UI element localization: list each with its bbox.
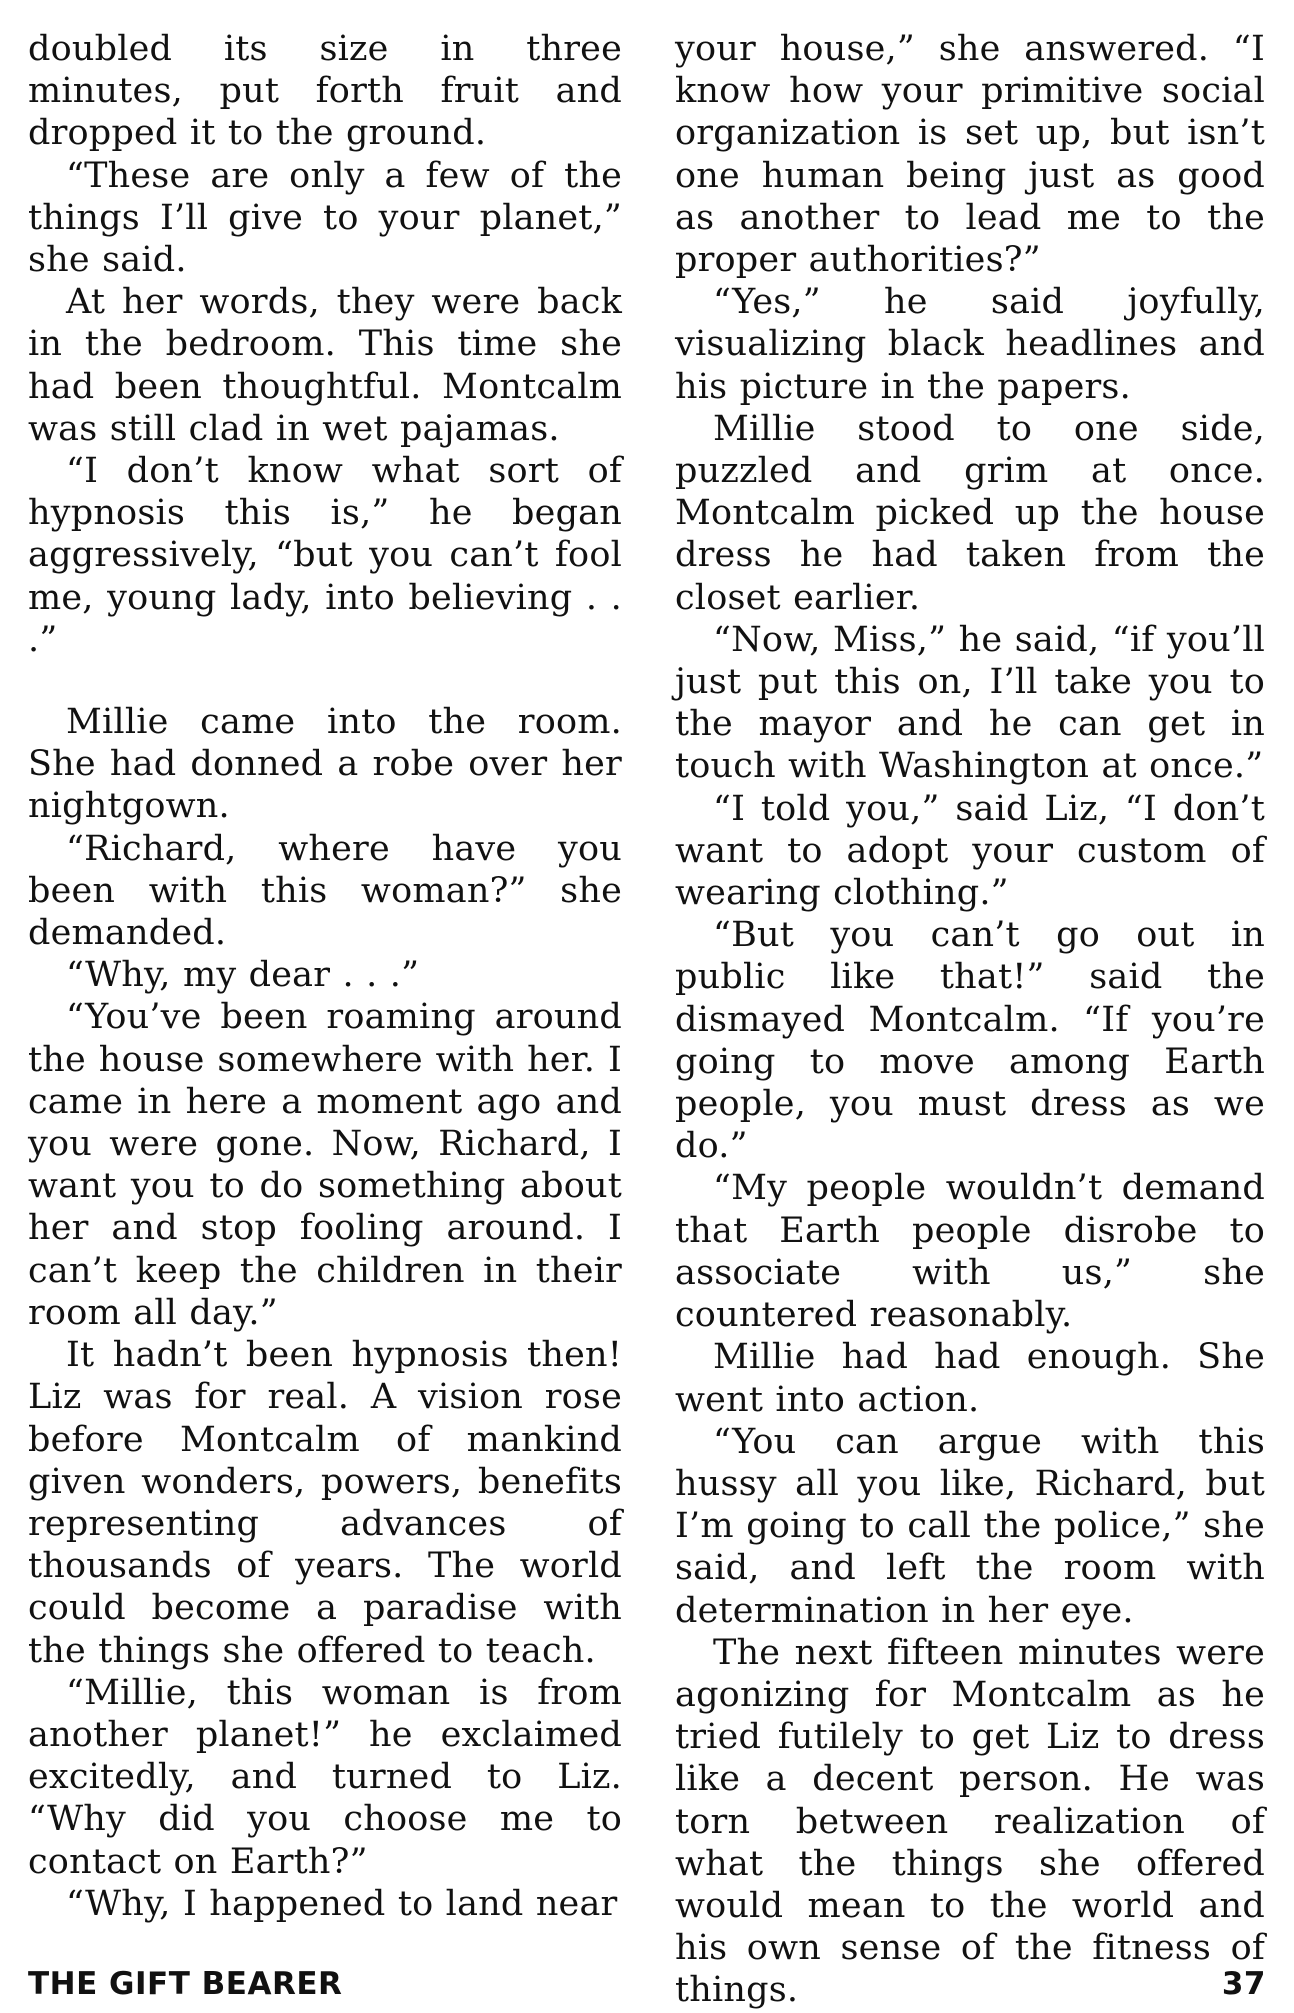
paragraph: “My people wouldn’t demand that Earth people disrobe to associate with us,” she countered reasonably. [675,1168,1265,1336]
paragraph: Millie came into the room. She had donned a robe over her nightgown. [28,702,622,827]
page-footer [28,1966,1266,2006]
paragraph: Millie stood to one side, puzzled and grim at once. Montcalm picked up the house dress he had taken from the closet earlier. [675,408,1265,618]
right-column [675,28,1265,2012]
paragraph: The next fifteen minutes were agonizing for Montcalm as he tried futilely to get Liz to dress like a decent person. He was torn between realization of what the things she offered would mean to the world and his own sense of the fitness of things. [675,1632,1265,2011]
paragraph: “Why, I happened to land near [66,1883,618,1924]
paragraph: “Now, Miss,” he said, “if you’ll just put this on, I’ll take you to the mayor and he can get in touch with Washington at once.” [675,619,1265,787]
paragraph: “Yes,” he said joyfully, visualizing black headlines and his picture in the papers. [675,282,1265,407]
paragraph: At her words, they were back in the bedroom. This time she had been thoughtful. Montcalm was still clad in wet pajamas. [28,282,622,449]
running-title: THE GIFT BEARER [28,1966,343,2002]
page-number: 37 [1221,1966,1266,2002]
paragraph: “Why, my dear . . .” [66,955,420,996]
paragraph: “I don’t know what sort of hypnosis this is,” he began aggressively, “but you can’t fool me, young lady, into believing . . .” [28,451,622,660]
paragraph: “You can argue with this hussy all you like, Richard, but I’m going to call the police,” she said, and left the room with determination in her eye. [675,1421,1265,1631]
paragraph: “Richard, where have you been with this woman?” she demanded. [28,828,622,954]
paragraph: “Millie, this woman is from another planet!” he exclaimed excitedly, and turned to Liz. “Why did you choose me to contact on Earth?” [28,1672,622,1882]
paragraph: doubled its size in three minutes, put forth fruit and dropped it to the ground. [28,29,622,154]
paragraph: “But you can’t go out in public like that!” said the dismayed Montcalm. “If you’re going to move among Earth people, you must dress as we do.” [675,915,1265,1167]
paragraph: your house,” she answered. “I know how your primitive social organization is set up, but isn’t one human being just as good as another to lead me to the proper authorities?” [675,29,1265,281]
paragraph: “I told you,” said Liz, “I don’t want to adopt your custom of wearing clothing.” [675,788,1265,914]
paragraph: It hadn’t been hypnosis then! Liz was for real. A vision rose before Montcalm of mankind given wonders, powers, benefits representing advances of thousands of years. The world could become a paradise with the things she offered to teach. [28,1335,622,1671]
left-column [28,28,622,1925]
paragraph: Millie had had enough. She went into action. [675,1337,1265,1420]
paragraph: “These are only a few of the things I’ll give to your planet,” she said. [28,155,622,281]
paragraph: “You’ve been roaming around the house somewhere with her. I came in here a moment ago and you were gone. Now, Richard, I want you to do something about her and stop fooling around. I can’t keep the children in their room all day.” [28,997,622,1333]
